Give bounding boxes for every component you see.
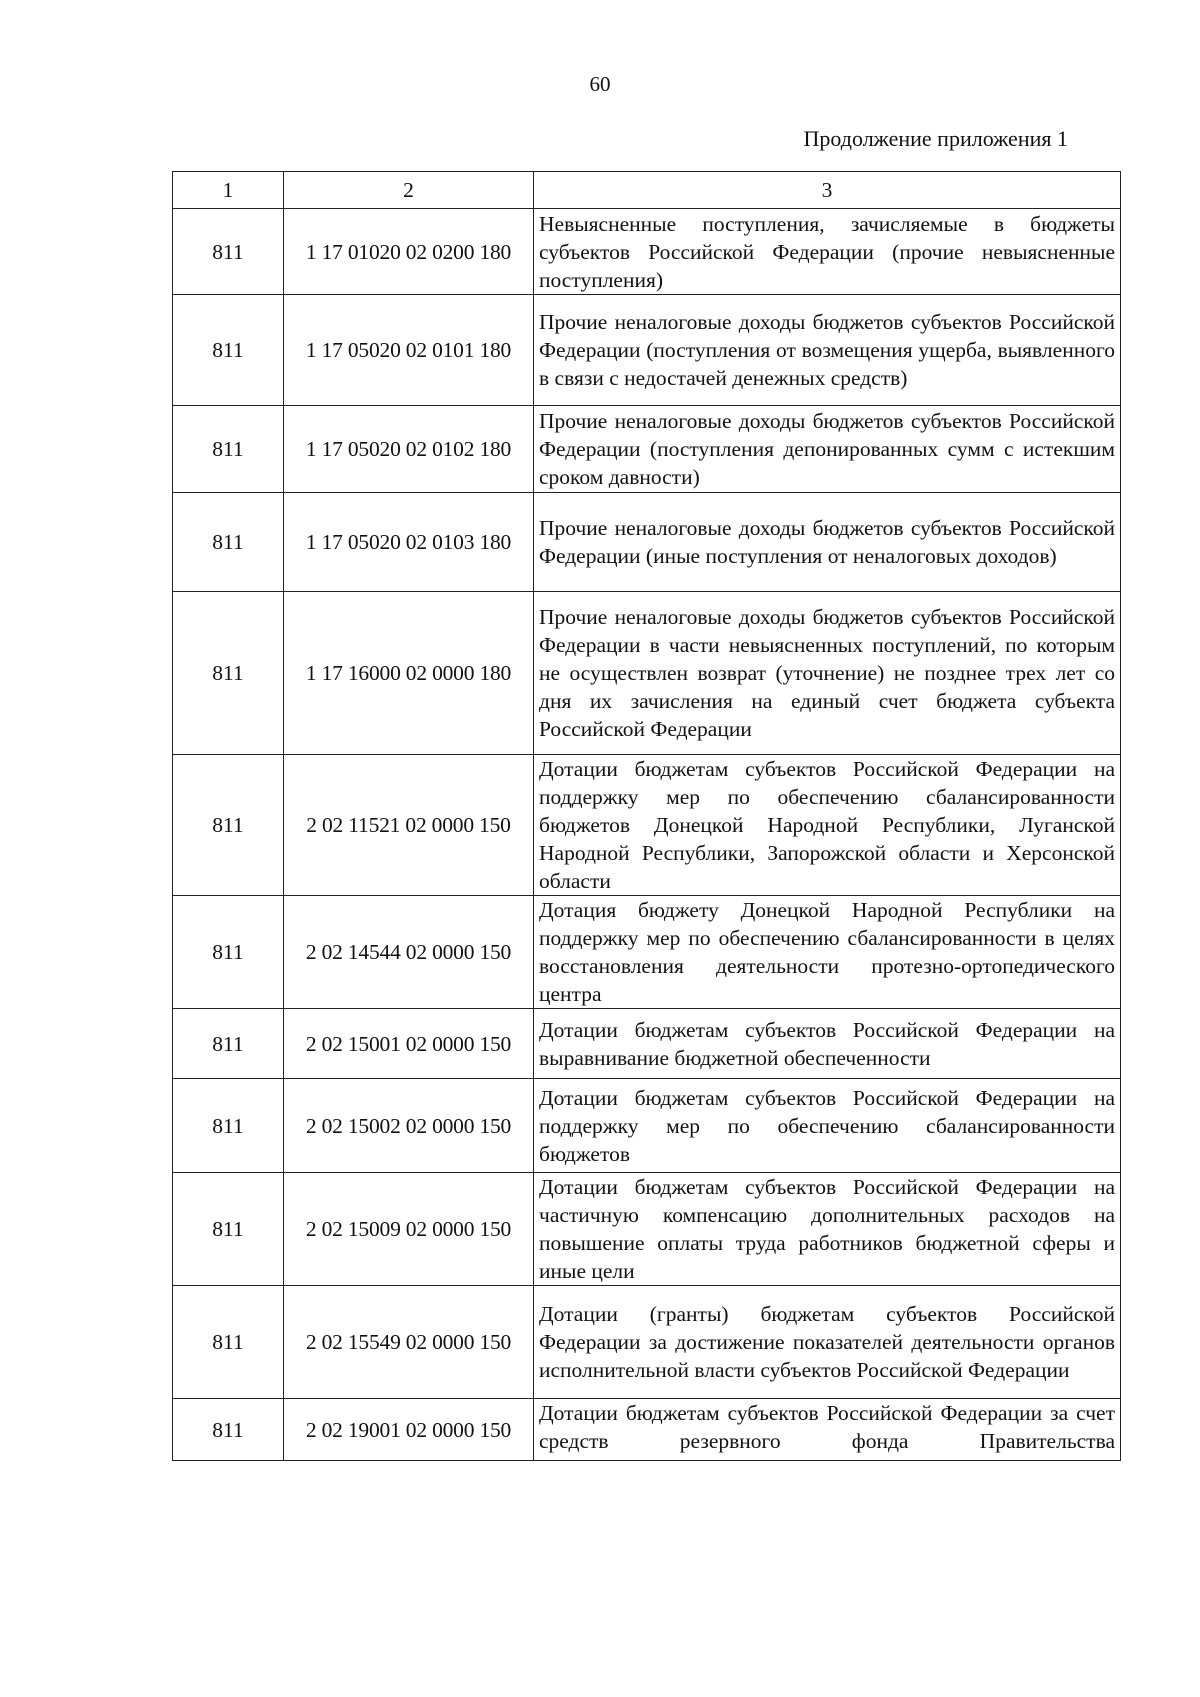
table-row <box>173 1009 1121 1079</box>
admin-code-cell: 811 <box>173 755 284 896</box>
admin-code-cell: 811 <box>173 1079 284 1173</box>
admin-code-cell: 811 <box>173 493 284 592</box>
description-cell: Дотации бюджетам субъектов Российской Федерации на частичную компенсацию дополнительных расходов на повышение оплаты труда работников бюджетной сферы и иные цели <box>534 1173 1121 1286</box>
classification-code-cell: 1 17 05020 02 0101 180 <box>284 295 534 406</box>
classification-code-cell: 2 02 15002 02 0000 150 <box>284 1079 534 1173</box>
classification-code-cell: 2 02 14544 02 0000 150 <box>284 896 534 1009</box>
page-number: 60 <box>589 72 611 96</box>
classification-code-cell: 1 17 16000 02 0000 180 <box>284 592 534 755</box>
table-row <box>173 295 1121 406</box>
continuation-heading: Продолжение приложения 1 <box>803 126 1068 151</box>
table-row <box>173 755 1121 896</box>
table-row <box>173 1286 1121 1399</box>
description-cell: Дотации бюджетам субъектов Российской Федерации на поддержку мер по обеспечению сбалансированности бюджетов Донецкой Народной Республики, Луганской Народной Республики, Запорожской области и Херсонской области <box>534 755 1121 896</box>
admin-code-cell: 811 <box>173 406 284 493</box>
admin-code-cell: 811 <box>173 1399 284 1461</box>
table-row <box>173 406 1121 493</box>
admin-code-cell: 811 <box>173 1286 284 1399</box>
revenue-codes-table <box>172 171 1121 1461</box>
description-cell: Дотация бюджету Донецкой Народной Республики на поддержку мер по обеспечению сбалансированности в целях восстановления деятельности протезно-ортопедического центра <box>534 896 1121 1009</box>
classification-code-cell: 2 02 15009 02 0000 150 <box>284 1173 534 1286</box>
classification-code-cell: 2 02 15001 02 0000 150 <box>284 1009 534 1079</box>
description-cell: Дотации бюджетам субъектов Российской Федерации на выравнивание бюджетной обеспеченности <box>534 1009 1121 1079</box>
description-cell: Прочие неналоговые доходы бюджетов субъектов Российской Федерации (поступления от возмещения ущерба, выявленного в связи с недостачей денежных средств) <box>534 295 1121 406</box>
table-row <box>173 896 1121 1009</box>
table-header-row <box>173 172 1121 209</box>
admin-code-cell: 811 <box>173 1009 284 1079</box>
description-cell: Дотации (гранты) бюджетам субъектов Российской Федерации за достижение показателей деятельности органов исполнительной власти субъектов Российской Федерации <box>534 1286 1121 1399</box>
classification-code-cell: 2 02 15549 02 0000 150 <box>284 1286 534 1399</box>
table-row <box>173 209 1121 295</box>
table-row <box>173 1173 1121 1286</box>
admin-code-cell: 811 <box>173 896 284 1009</box>
table-row <box>173 1399 1121 1461</box>
description-text: Дотации бюджетам субъектов Российской Федерации за счет средств резервного фонда Правительства <box>539 1401 1115 1453</box>
classification-code-cell: 1 17 01020 02 0200 180 <box>284 209 534 295</box>
description-cell: Прочие неналоговые доходы бюджетов субъектов Российской Федерации в части невыясненных поступлений, по которым не осуществлен возврат (уточнение) не позднее трех лет со дня их зачисления на единый счет бюджета субъекта Российской Федерации <box>534 592 1121 755</box>
table-row <box>173 1079 1121 1173</box>
description-cell: Дотации бюджетам субъектов Российской Федерации на поддержку мер по обеспечению сбалансированности бюджетов <box>534 1079 1121 1173</box>
description-cell: Невыясненные поступления, зачисляемые в бюджеты субъектов Российской Федерации (прочие невыясненные поступления) <box>534 209 1121 295</box>
classification-code-cell: 2 02 11521 02 0000 150 <box>284 755 534 896</box>
table-row <box>173 592 1121 755</box>
column-header: 3 <box>534 172 1121 209</box>
description-cell: Прочие неналоговые доходы бюджетов субъектов Российской Федерации (поступления депонированных сумм с истекшим сроком давности) <box>534 406 1121 493</box>
admin-code-cell: 811 <box>173 295 284 406</box>
column-header: 1 <box>173 172 284 209</box>
classification-code-cell: 1 17 05020 02 0102 180 <box>284 406 534 493</box>
admin-code-cell: 811 <box>173 1173 284 1286</box>
table-row <box>173 493 1121 592</box>
classification-code-cell: 1 17 05020 02 0103 180 <box>284 493 534 592</box>
classification-code-cell: 2 02 19001 02 0000 150 <box>284 1399 534 1461</box>
description-cell <box>534 1399 1121 1461</box>
admin-code-cell: 811 <box>173 592 284 755</box>
description-cell: Прочие неналоговые доходы бюджетов субъектов Российской Федерации (иные поступления от неналоговых доходов) <box>534 493 1121 592</box>
column-header: 2 <box>284 172 534 209</box>
admin-code-cell: 811 <box>173 209 284 295</box>
